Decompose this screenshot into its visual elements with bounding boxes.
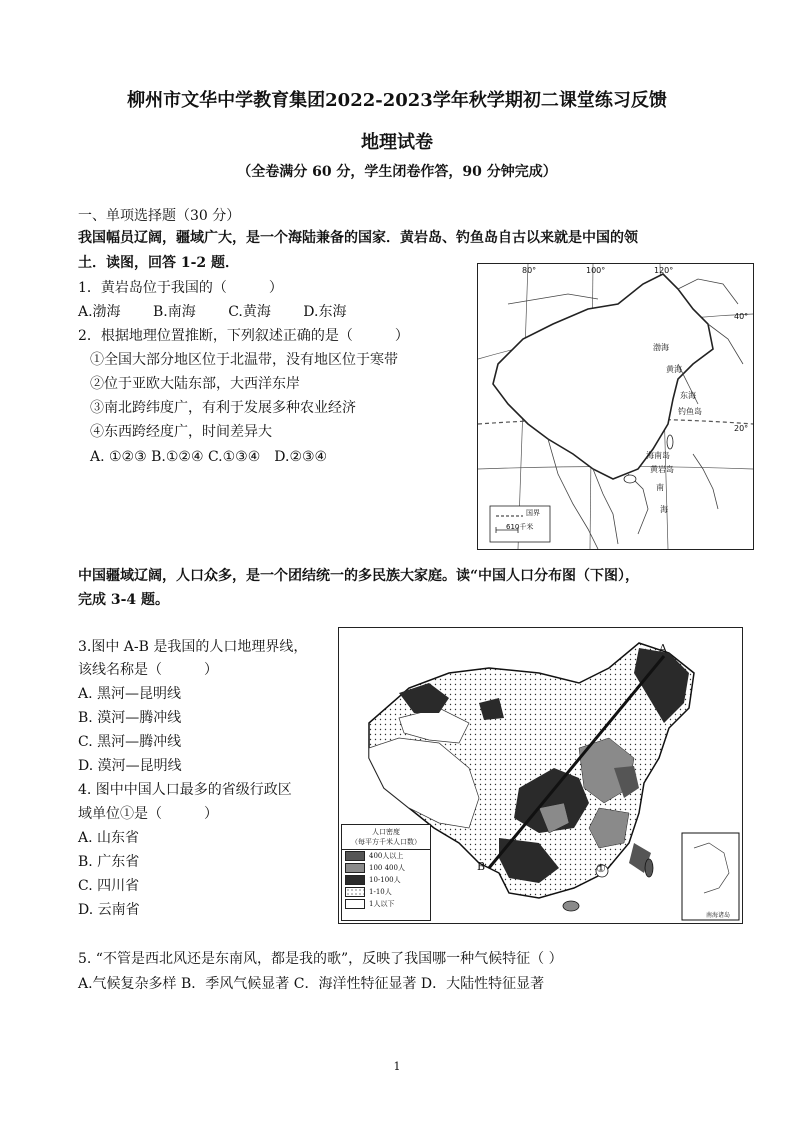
option-c: C. 黑河—腾冲线 bbox=[78, 734, 182, 750]
legend-label: 1人以下 bbox=[369, 900, 395, 908]
legend-label: 1-10人 bbox=[369, 888, 392, 896]
longitude-label: 100° bbox=[586, 266, 606, 275]
legend-swatch bbox=[345, 851, 365, 861]
option-b: B. 漠河—腾冲线 bbox=[78, 710, 182, 726]
legend-label: 400人以上 bbox=[369, 852, 404, 860]
question-3-stem: 3.图中 A-B 是我国的人口地理界线， bbox=[78, 639, 308, 655]
exam-subject: 地理试卷 bbox=[361, 132, 433, 153]
question-5-options: A.气候复杂多样 B．季风气候显著 C．海洋性特征显著 D．大陆性特征显著 bbox=[78, 976, 545, 992]
china-territory-map bbox=[477, 263, 754, 550]
legend-item bbox=[342, 886, 430, 898]
intro-text: 完成 3-4 题。 bbox=[78, 592, 170, 608]
latitude-label: 20° bbox=[734, 424, 749, 433]
legend-label: 100 400人 bbox=[369, 864, 405, 872]
island-label-diaoyu: 钓鱼岛 bbox=[678, 407, 702, 416]
question-2-options: A. ①②③ B.①②④ C.①③④ D.②③④ bbox=[90, 449, 328, 465]
statement-3: ③南北跨纬度广，有利于发展多种农业经济 bbox=[90, 400, 356, 416]
population-legend bbox=[341, 824, 431, 921]
option-b: B. 广东省 bbox=[78, 854, 140, 870]
legend-item bbox=[342, 862, 430, 874]
legend-swatch bbox=[345, 875, 365, 885]
legend-title: （每平方千米人口数） bbox=[342, 837, 430, 850]
page-number: 1 bbox=[393, 1060, 401, 1073]
question-3-stem: 该线名称是（ ） bbox=[78, 662, 218, 678]
sea-label-nanhai: 南 bbox=[656, 483, 664, 492]
intro-text: 土．读图，回答 1-2 题． bbox=[78, 255, 240, 271]
line-endpoint-a: A bbox=[659, 642, 667, 655]
legend-swatch bbox=[345, 863, 365, 873]
longitude-label: 120° bbox=[654, 266, 674, 275]
exam-title: 柳州市文华中学教育集团2022-2023学年秋学期初二课堂练习反馈 bbox=[127, 90, 667, 111]
option-c: C. 四川省 bbox=[78, 878, 140, 894]
intro-text: 中国疆域辽阔，人口众多，是一个团结统一的多民族大家庭。读“中国人口分布图（下图）， bbox=[78, 568, 640, 584]
map-drawing bbox=[478, 264, 753, 549]
latitude-label: 40° bbox=[734, 312, 749, 321]
line-endpoint-b: B bbox=[477, 860, 486, 873]
option-a: A. 黑河—昆明线 bbox=[78, 686, 182, 702]
legend-scale-label: 610千米 bbox=[506, 523, 534, 531]
section-heading: 一、单项选择题（30 分） bbox=[78, 208, 241, 224]
legend-border-label: 国界 bbox=[526, 509, 540, 517]
longitude-label: 80° bbox=[522, 266, 537, 275]
island-label-hainan: 海南岛 bbox=[646, 451, 670, 460]
statement-2: ②位于亚欧大陆东部，大西洋东岸 bbox=[90, 376, 300, 392]
legend-label: 10-100人 bbox=[369, 876, 401, 884]
statement-4: ④东西跨经度广，时间差异大 bbox=[90, 424, 272, 440]
sea-label-huanghai: 黄海 bbox=[666, 365, 682, 374]
question-2-stem: 2．根据地理位置推断，下列叙述正确的是（ ） bbox=[78, 328, 409, 344]
province-marker: ① bbox=[596, 862, 606, 875]
question-4-stem: 4. 图中中国人口最多的省级行政区 bbox=[78, 782, 292, 798]
inset-label: 南海诸岛 bbox=[706, 912, 731, 919]
exam-instructions: （全卷满分 60 分，学生闭卷作答，90 分钟完成） bbox=[237, 164, 557, 180]
option-d: D. 云南省 bbox=[78, 902, 140, 918]
question-5-stem: 5. “不管是西北风还是东南风，都是我的歌”，反映了我国哪一种气候特征（ ） bbox=[78, 951, 563, 967]
legend-swatch bbox=[345, 887, 365, 897]
legend-item bbox=[342, 898, 430, 910]
legend-swatch bbox=[345, 899, 365, 909]
legend-title: 人口密度 bbox=[372, 828, 400, 836]
population-distribution-map bbox=[338, 627, 743, 924]
sea-label-nanhai: 海 bbox=[660, 505, 668, 514]
island-label-huangyan: 黄岩岛 bbox=[650, 465, 674, 474]
sea-label-bohai: 渤海 bbox=[653, 343, 669, 352]
legend-item bbox=[342, 850, 430, 862]
sea-label-donghai: 东海 bbox=[680, 391, 696, 400]
option-d: D. 漠河—昆明线 bbox=[78, 758, 182, 774]
option-a: A. 山东省 bbox=[78, 830, 140, 846]
intro-text: 我国幅员辽阔，疆域广大，是一个海陆兼备的国家．黄岩岛、钓鱼岛自古以来就是中国的领 bbox=[78, 230, 638, 246]
question-1-options: A.渤海 B.南海 C.黄海 D.东海 bbox=[78, 304, 347, 320]
question-1-stem: 1．黄岩岛位于我国的（ ） bbox=[78, 280, 283, 296]
question-4-stem: 域单位①是（ ） bbox=[78, 806, 218, 822]
legend-item bbox=[342, 874, 430, 886]
statement-1: ①全国大部分地区位于北温带，没有地区位于寒带 bbox=[90, 352, 398, 368]
